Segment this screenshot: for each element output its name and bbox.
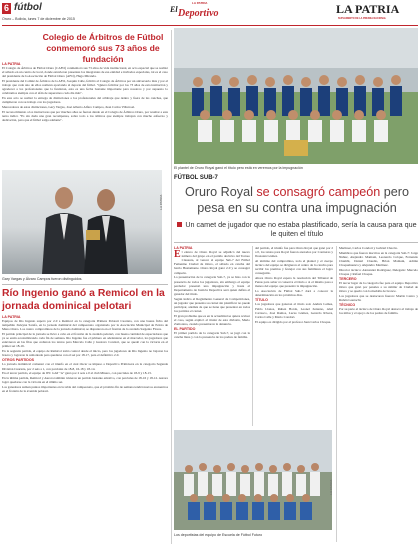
section-label: fútbol [14, 2, 42, 13]
column-rule [171, 30, 172, 544]
supplement-name: Deportivo [178, 8, 219, 19]
right-paragraph: La presentación de la categoría Sub-7, ya se hizo con la presencia de todos los jugadores, sin embargo el equipo perdedor presentó una impugnación y hasta el Departamento de Justicia Deportiva será quien defina el ganador del título. [174, 275, 250, 296]
school-team-photo-figures [174, 430, 332, 530]
right-headline-part2: se consagró campeón [256, 185, 381, 199]
referees-photo-figures [2, 170, 162, 274]
supplement-logo [170, 1, 228, 25]
left-article2-paragraph: En la última partida, Remicol y Aurora también tuvieron un partido bastante emotivo, con parciales de 18-16 y 18-12. Aurora logró quedarse con la victoria en el último set. [2, 376, 168, 385]
right-paragraph: Los jugadores que se destacaron fueron: Martín Castro y Rubén Guarachi. [339, 294, 418, 303]
left-divider [2, 284, 168, 285]
right-lede-text: Un camet de jugador que no estaba plastificado, sería la causa para que le quiten el título [185, 220, 417, 239]
school-team-photo-caption: Los deportistas del equipo de Escuela de Fútbol Futuro [174, 533, 263, 537]
left-article-headline: Colegio de Árbitros de Fútbol conmemoró sus 73 años de fundación [42, 32, 164, 64]
bullet-square-icon [177, 222, 182, 227]
right-paragraph: Director técnico: Alexander Rodríguez, Delegado: Marcelo Choque y Rafael Choque. [339, 268, 418, 277]
left-article2-paragraph: En el tercer partido, el equipo de JPC GAT "A" ganó por 2 sets a 0 al club Minero, con parciales de 18-9 y 18-13. [2, 371, 152, 376]
masthead [336, 2, 418, 24]
right-lede-divider [174, 242, 418, 243]
team-photo-figures [174, 28, 418, 164]
right-paragraph: La Asociación de Fútbol Sub-7 dará a conocer la determinación en los próximos días. [255, 289, 333, 298]
team-photo [174, 28, 418, 164]
right-paragraph: Según indica el Reglamento General de Competiciones, un jugador que presenta su carnet sin plastificar no puede participar, además de que se tiene que presentar en todos los partidos el carnet. [174, 296, 250, 313]
left-paragraph: En este acto se realizó la entrega de distinciones a los profesionales del arbitraje que dentro y fuera de las canchas, que cumplieron con su trabajo con los jugadores. [2, 96, 168, 105]
page-number-box [2, 3, 11, 14]
right-paragraph: El gran problema que es en la actualidad se quiere revisar el caso, según explicó el titular de esta división, Mario Zamorano, cuando presentaron la denuncia. [174, 313, 250, 327]
team-photo-caption: El plantel de Oruro Royal ganó el título pero está en veremos por la impugnación [174, 166, 303, 170]
right-paragraph: Los jugadores que ganaron el título son: Andrés Lamas, Pablo Llanos, Ruben Borda, Leonel Zenteno, Abel Carrasco, José Ramos, Lucas Gómez, Gerardo Rivera, Carlos Calle y Mario Condori. [255, 302, 333, 319]
left-article2-paragraph: Equipos de Río Ingenio superó por 2-0 a Remicol en la categoría Primera Pelotari Cuarteta, con una buena ficha del tampeñito Zuleyna Sarafa, en la jornada dominical del campeonato organizado por la Asociación Municipal de Pelota de Mano Oruro. Los cuatro compromisos de la jornada dominical, se disputaron en el frontón de la avenida Sargento Flores. [2, 319, 168, 332]
right-lede [176, 220, 418, 239]
supplement-small-label: LA PATRIA [192, 1, 208, 5]
left-article2-paragraph: En la segunda partida, el equipo de Remicol tomó control desde el inicio, pero los jugadores de Río Ingenio no bajaron los brazos y lograron la remontada para quedarse con el set por 18-17, para el definitivo 2-0. [2, 349, 168, 358]
page-number: 6 [3, 3, 9, 13]
paper-tagline: SUPLEMENTO DE LA PRENSA NACIONAL [338, 17, 387, 20]
header-rule [2, 25, 418, 26]
right-byline: LA PATRIA [174, 246, 193, 250]
right-headline [176, 184, 418, 216]
right-subhead-tercero: TERCERO [339, 277, 357, 282]
referees-photo-side-label: LA PATRIA [159, 194, 163, 210]
column-rule [336, 246, 337, 542]
school-team-photo [174, 430, 332, 530]
right-headline-part3: pero pesa en su contra una impugnación [197, 185, 410, 215]
right-col-1 [174, 246, 250, 340]
left-article2-body [2, 315, 168, 394]
right-paragraph: del partido, el triunfo fue para Oruro Royal que ganó por 2 a 0, los tantos para Royal fueron anotados por Contreras y Jhonatan Gómez. [255, 246, 333, 259]
left-subhead-otros: OTROS PARTIDOS [2, 358, 35, 363]
right-subhead-tecnico: TÉCNICO [339, 303, 356, 308]
drop-cap: E [174, 249, 181, 261]
column-rule [252, 246, 253, 426]
paper-name: LA PATRIA [336, 2, 400, 16]
dateline: Oruro – Bolivia, lunes 7 de diciembre de 2015 [2, 17, 75, 21]
supplement-el: El [170, 5, 178, 14]
left-article2-paragraph: El partido principal de la jornada se llevó a cabo en el frontón de la avenida pelotari, con buena cantidad de espectadores que ya se están acostumbrando cada fin de semana. Río Ingenio fue el primero en adelantarse en el marcador, los jugadores que estuvieron en las filas que cedieron los tantos para Marcelo Calle y Gustavo Condori, que se quedó con la victoria en el primer set 18-16. [2, 332, 168, 349]
right-subhead-partido: EL PARTIDO [174, 326, 196, 331]
right-paragraph: Al término del compromiso, todo el plantel y el cuerpo técnico del equipo se dirigieron al centro de la cancha para recibir los premios y festejar con sus familiares el logro conseguido. [255, 259, 333, 276]
right-paragraph: El primer partido de la categoría Sub-7, se jugó con la cancha llena y con la presencia de los padres de familia. [174, 331, 250, 340]
right-paragraph: Martínez, Carlos Condori y Gabriel Chacón. [339, 246, 398, 250]
left-paragraph: El presidente del Comité de Árbitros de la AFO, Joaquín Calle, felicitó al Colegio de Árbitros por un aniversario más y por el trabajo que cada uno de ellos realizan aportando al deporte del fútbol. "Quiero felicitar por los 73 años de esta institución y agradecer a los profesionales que la fundaron, esta es una fecha bastante importante para nosotros y por supuesto lo celebramos siempre con el afán de superarnos cada día más". [2, 79, 168, 96]
right-paragraph: El equipo es dirigido por el profesor Juan Carlos Choque. [255, 319, 331, 324]
left-byline: LA PATRIA [2, 62, 21, 66]
referees-photo [2, 170, 162, 274]
school-team-photo-side-label: LA PATRIA [329, 479, 333, 495]
right-paragraph: El elenco de Oruro Royal se adjudicó del nuevo número del grupo en el partido decisivo del Torneo Clausura, al vencer al equipo Sub-7 del Fútbol Femenino Ciudad de Oruro, el sábado en cancha del barrio Bustamante. Oruro Royal ganó 2-0 y se consagró campeón. [174, 249, 250, 275]
right-paragraph: Miembros que fueron inscritos en la categoría Sub-7: Jorge Nuñez, Alejandro Mamani, Leonardo Colque, Fernando Chambi, Daniel Claudio, Brian Mamani, Adrián Choquehuanca y Alejandro Martínez. [339, 250, 418, 268]
left-article2-byline: LA PATRIA [2, 315, 21, 319]
referees-photo-caption: Gary Vargas y Álvaro Campos fueron distinguidos. [2, 277, 83, 281]
right-paragraph: Ahora Oruro Royal espera la resolución del Tribunal de Penas para saber si conserva el título o si el mismo pasa a manos del equipo que presentó la impugnación. [255, 276, 333, 289]
left-article2-paragraph: Los ganadores suman puntos importantes en la tabla del campeonato, que el próximo fin de semana tendrá nuevos encuentros en el frontón de la avenida pelotari. [2, 385, 168, 394]
right-headline-part1: Oruro Royal [184, 185, 253, 199]
right-paragraph: Por su parte el técnico de Oruro Royal destacó el trabajo de los niños y el apoyo de los padres de familia. [339, 307, 418, 316]
left-paragraph: El reconocimiento a los instructores que por muchos años se fueron dando en el Colegio de Árbitros Oruro, por resaltar a esta terna indico "Es sin duda una gran recompensa, sobre todo a los árbitros que siempre trabajan con mucho esfuerzo y dedicación, para que el fútbol salga adelante". [2, 110, 168, 123]
page-header [0, 0, 420, 30]
left-article2-paragraph: La jornada dominical comenzó con el triunfo en el cual Oscar se impuso a Deportivo Primavera en la categoría Segunda División Cuarteta, por 2 sets a 1, con parciales de 18-8, 16-18 y 18-14. [2, 362, 168, 371]
category-label: FÚTBOL SUB-7 [174, 175, 218, 181]
right-subhead-titulo: TÍTULO [255, 298, 268, 303]
left-article2-headline: Río Ingenio ganó a Remicol en la jornada dominical pelotari [2, 288, 165, 312]
right-col-3 [339, 246, 418, 316]
left-paragraph: Merecedores de estas distinciones, Gary Vargas, José Alberto Alfaro Campos, Juan Carlos Villarroel. [2, 105, 135, 110]
left-article-body [2, 62, 168, 123]
right-paragraph: El tercer lugar de la categoría fue para el equipo Deportivo Oruro que ganó por penales a su similar de Ciudad de Oruro y se quedó con la medalla de bronce. [339, 281, 418, 294]
right-col-2 [255, 246, 333, 324]
left-paragraph: El Colegio de Árbitros de Fútbol Oruro (CAFO) conmemoró sus 73 años de vida institucional, en acto especial que se realizó el sábado en un centro de local, donde estuvieron presentes los integrantes de esa entidad e invitados especiales, tal es el caso del presidente de la Asociación de Fútbol Oruro (AFO), Hugo Miranda. [2, 66, 168, 79]
